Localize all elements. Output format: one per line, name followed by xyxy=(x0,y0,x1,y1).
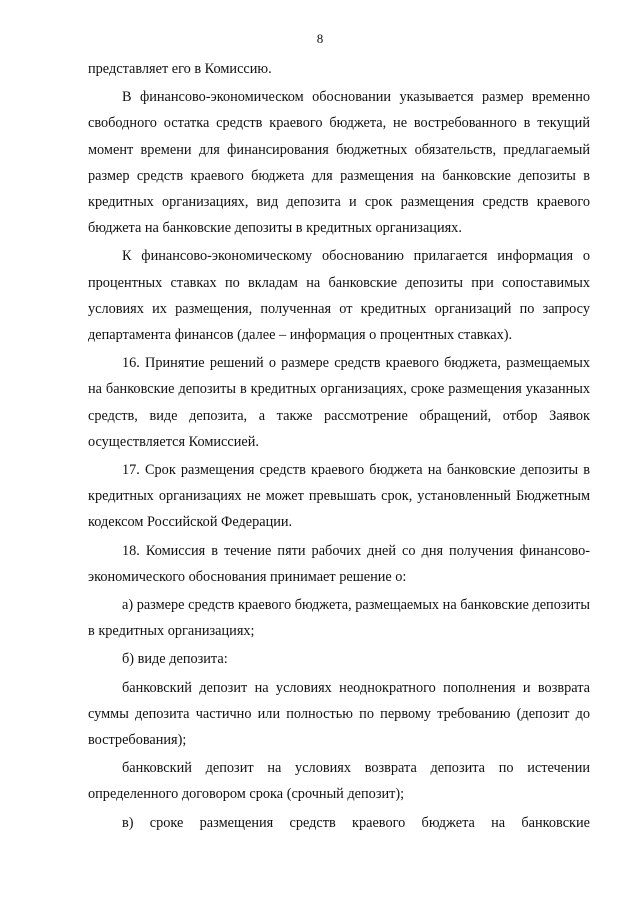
paragraph-item-18b: б) виде депозита: xyxy=(122,651,228,668)
paragraph-term-deposit: банковский депозит на условиях возврата депозита по истечении определенного договором срока (срочный депозит); xyxy=(88,760,590,803)
paragraph-deposit-on-demand: банковский депозит на условиях неоднократного пополнения и возврата суммы депозита частично или полностью по первому требованию (депозит до востребования); xyxy=(88,679,590,749)
paragraph-justification: В финансово-экономическом обосновании указывается размер временно свободного остатка средств краевого бюджета, не востребованного в текущий момент времени для финансирования бюджетных обязательств, предлагаемый размер средств краевого бюджета для размещения на банковские депозиты в кредитных организациях, вид депозита и срок размещения средств краевого бюджета на банковские депозиты в кредитных организациях. xyxy=(88,89,590,237)
paragraph-item-17: 17. Срок размещения средств краевого бюджета на банковские депозиты в кредитных организациях не может превышать срок, установленный Бюджетным кодексом Российской Федерации. xyxy=(88,462,590,531)
paragraph-continuation: представляет его в Комиссию. xyxy=(88,61,272,77)
paragraph-item-18a: а) размере средств краевого бюджета, размещаемых на банковские депозиты в кредитных организациях; xyxy=(88,597,590,640)
paragraph-item-16: 16. Принятие решений о размере средств краевого бюджета, размещаемых на банковские депозиты в кредитных организациях, сроке размещения указанных средств, виде депозита, а также рассмотрение обращений, отбор Заявок осуществляется Комиссией. xyxy=(88,355,590,450)
page-number: 8 xyxy=(316,31,324,46)
document-body xyxy=(88,56,590,836)
paragraph-item-18v: в) сроке размещения средств краевого бюджета на банковские xyxy=(122,814,590,831)
paragraph-item-18: 18. Комиссия в течение пяти рабочих дней со дня получения финансово-экономического обоснования принимает решение о: xyxy=(88,542,590,585)
paragraph-interest-rates: К финансово-экономическому обоснованию прилагается информация о процентных ставках по вкладам на банковские депозиты при сопоставимых условиях их размещения, полученная от кредитных организаций по запросу департамента финансов (далее – информация о процентных ставках). xyxy=(88,248,590,344)
